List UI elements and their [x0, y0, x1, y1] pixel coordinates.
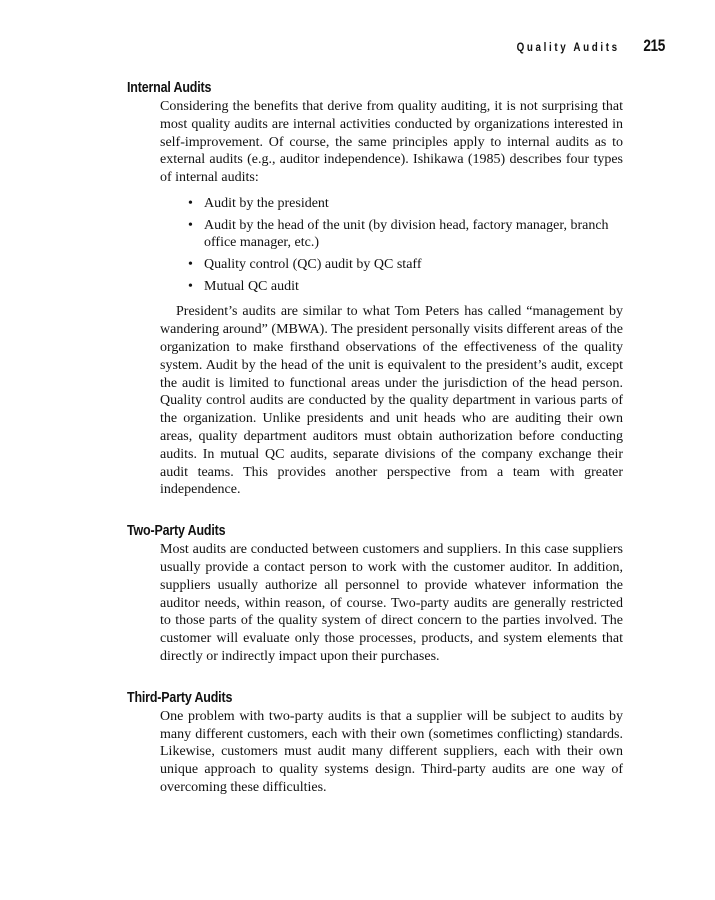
section-third-party-audits: [127, 688, 627, 797]
bullet-item: • Mutual QC audit: [188, 278, 623, 296]
bullet-item: • Audit by the head of the unit (by division head, factory manager, branch office manager, etc.): [188, 217, 623, 253]
section-body: [160, 708, 623, 797]
section-body: [160, 98, 623, 499]
bullet-list: [160, 195, 623, 295]
page-number: 215: [643, 36, 665, 55]
section-heading: Internal Audits: [127, 80, 212, 96]
paragraph: One problem with two-party audits is that a supplier will be subject to audits by many different customers, each with their own (sometimes conflicting) standards. Likewise, customers must audit many different suppliers, each with their own unique approach to quality systems design. Third-party audits are one way of overcoming these difficulties.: [160, 708, 623, 795]
page-content: [127, 78, 627, 797]
section-body: [160, 541, 623, 666]
paragraph: Most audits are conducted between customers and suppliers. In this case suppliers usually provide a contact person to work with the customer auditor. In addition, suppliers usually authorize all personnel to provide whatever information the auditor needs, within reason, of course. Two-party audits are generally restricted to those parts of the quality system of direct concern to the parties involved. The customer will evaluate only those processes, products, and system elements that directly or indirectly impact upon their purchases.: [160, 542, 623, 664]
paragraph: President’s audits are similar to what Tom Peters has called “management by wandering around” (MBWA). The president personally visits different areas of the organization to make firsthand observations of the effectiveness of the quality system. Audit by the head of the unit is equivalent to the president’s audit, except the audit is limited to functional areas under the jurisdiction of the head person. Quality control audits are conducted by the quality department in various parts of the organization. Unlike presidents and unit heads who are auditing their own areas, quality department auditors must obtain authorization before conducting audits. In mutual QC audits, separate divisions of the company exchange their audit teams. This provides another perspective from a team with greater independence.: [160, 304, 623, 498]
bullet-item: • Quality control (QC) audit by QC staff: [188, 256, 623, 274]
section-internal-audits: [127, 78, 627, 499]
section-heading: Third-Party Audits: [127, 689, 233, 706]
section-two-party-audits: [127, 521, 627, 666]
section-heading: Two-Party Audits: [127, 523, 226, 540]
running-title: Quality Audits: [517, 40, 621, 54]
bullet-item: • Audit by the president: [188, 195, 623, 213]
paragraph: Considering the benefits that derive from quality auditing, it is not surprising that most quality audits are internal activities conducted by organizations interested in self-improvement. Of course, the same principles apply to internal audits as to external audits (e.g., auditor independence). Ishikawa (1985) describes four types of internal audits:: [160, 99, 623, 186]
running-header: [494, 36, 665, 56]
